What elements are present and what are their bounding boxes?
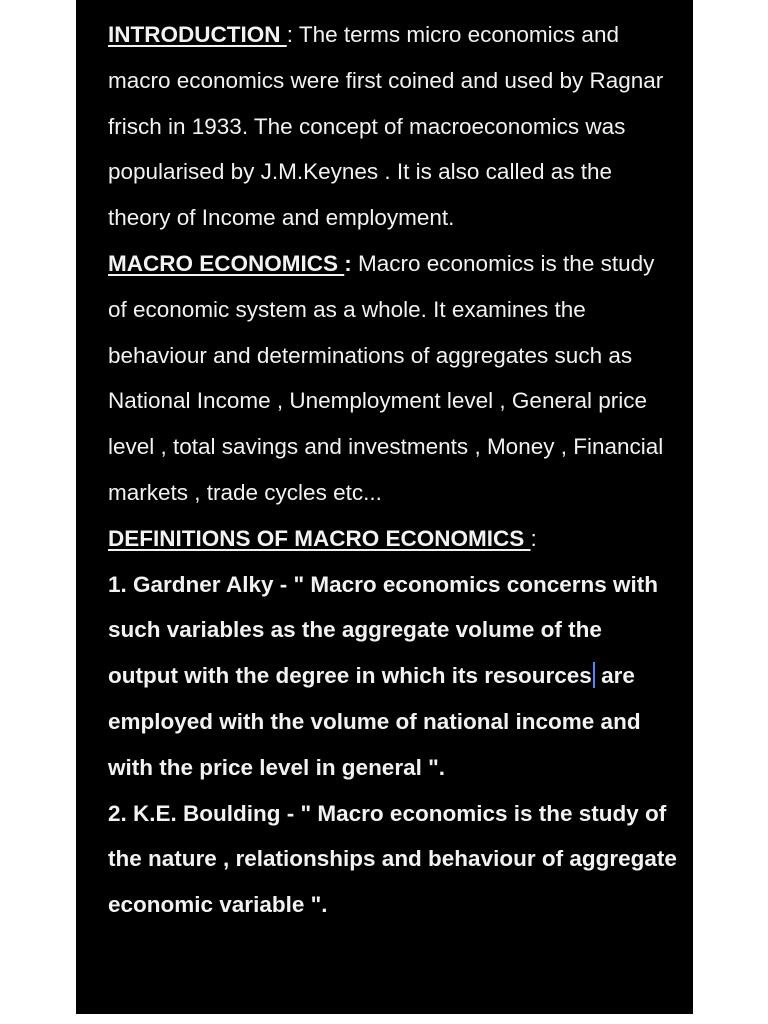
macro-economics-separator: : [344,250,358,276]
macro-economics-heading: MACRO ECONOMICS [108,250,345,276]
definition-item-2-text: 2. K.E. Boulding - " Macro economics is the study of the nature , relationships and behaviour of aggregate economic variable ". [108,800,677,918]
document-text-area[interactable] [108,12,678,928]
definitions-heading-line [108,516,678,562]
introduction-separator: : [286,22,299,47]
definitions-separator: : [530,525,537,551]
introduction-paragraph [108,12,678,241]
text-cursor [593,662,595,688]
definitions-heading: DEFINITIONS OF MACRO ECONOMICS [108,525,531,551]
introduction-text: The terms micro economics and macro economics were first coined and used by Ragnar frisch in 1933. The concept of macroeconomics was popularised by J.M.Keynes . It is also called as the theory of Income and employment. [108,22,664,231]
macro-economics-text: Macro economics is the study of economic system as a whole. It examines the behaviour and determinations of aggregates such as National Income , Unemployment level , General price level , total savings and investments , Money , Financial markets , trade cycles etc... [108,250,664,505]
definition-item-1-text: 1. Gardner Alky - " Macro economics concerns with such variables as the aggregate volume of the output with the degree in which its resources are employed with the volume of national income and with the price level in general ". [108,571,658,780]
definition-item-2 [108,791,678,928]
document-panel [76,0,693,1014]
macro-economics-paragraph [108,241,678,516]
introduction-heading: INTRODUCTION [108,22,287,47]
definition-item-1 [108,562,678,791]
